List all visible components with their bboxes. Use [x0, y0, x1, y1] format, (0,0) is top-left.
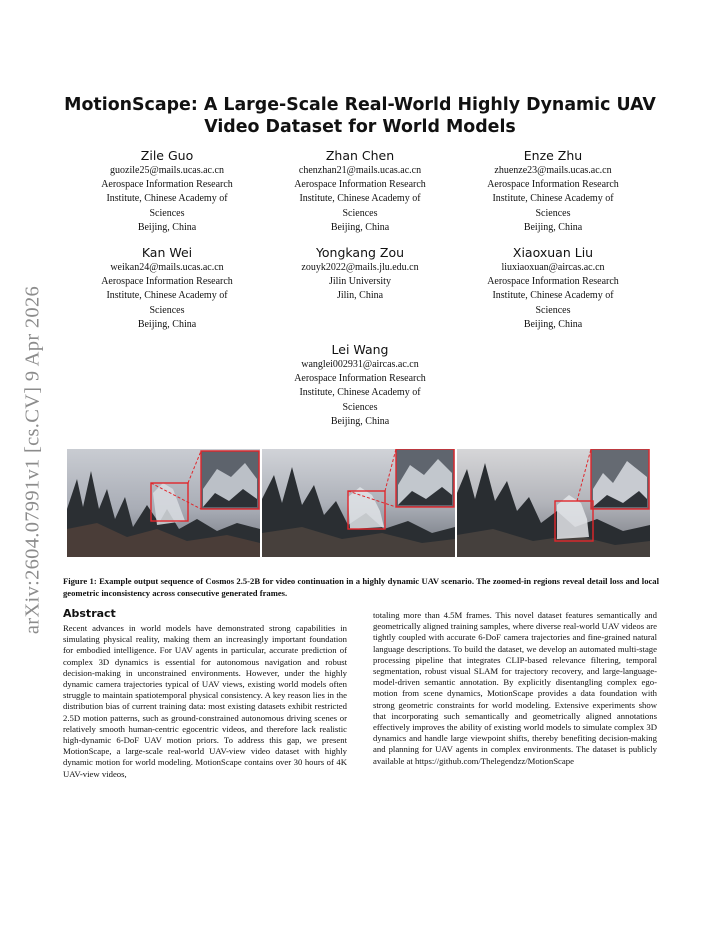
author-affiliation-line: Institute, Chinese Academy of: [106, 193, 228, 205]
author-affiliation-line: Jilin University: [329, 276, 391, 288]
author-name: Lei Wang: [331, 342, 389, 357]
author-location: Jilin, China: [336, 290, 384, 302]
author-affiliation-line: Institute, Chinese Academy of: [299, 193, 421, 205]
author-block: [260, 147, 460, 235]
author-block: [453, 244, 653, 332]
author-affiliation-line: Institute, Chinese Academy of: [492, 290, 614, 302]
author-block: [453, 147, 653, 235]
author-name: Xiaoxuan Liu: [512, 245, 594, 260]
author-email: zouyk2022@mails.jlu.edu.cn: [301, 262, 419, 273]
author-email: liuxiaoxuan@aircas.ac.cn: [501, 262, 605, 273]
author-location: Beijing, China: [330, 415, 390, 427]
author-email: weikan24@mails.ucas.ac.cn: [110, 262, 224, 273]
author-email: guozile25@mails.ucas.ac.cn: [110, 165, 224, 176]
author-block: [67, 147, 267, 235]
author-name: Enze Zhu: [523, 148, 583, 163]
paper-title: MotionScape: A Large-Scale Real-World Highly Dynamic UAV Video Dataset for World Models: [64, 95, 656, 137]
author-name: Zhan Chen: [325, 148, 395, 163]
author-affiliation-line: Institute, Chinese Academy of: [299, 387, 421, 399]
teaser-figure: [67, 449, 650, 557]
author-affiliation-line: Aerospace Information Research: [487, 276, 619, 288]
author-affiliation-line: Aerospace Information Research: [101, 276, 233, 288]
author-block: [260, 244, 460, 304]
author-email: wanglei002931@aircas.ac.cn: [301, 359, 419, 370]
video-frame-3-image: [457, 449, 650, 557]
figure-caption: Figure 1: Example output sequence of Cosmos 2.5-2B for video continuation in a highly dynamic UAV scenario. The zoomed-in regions reveal detail loss and local geometric inconsistency across consecutive generated frames.: [63, 576, 659, 598]
author-affiliation-line: Aerospace Information Research: [101, 179, 233, 191]
author-affiliation-line: Sciences: [342, 401, 378, 413]
author-affiliation-line: Sciences: [535, 304, 571, 316]
abstract-heading: Abstract: [63, 607, 116, 620]
author-affiliation-line: Sciences: [342, 207, 378, 219]
author-affiliation-line: Aerospace Information Research: [294, 179, 426, 191]
abstract-text-left-column: Recent advances in world models have demonstrated strong capabilities in simulating physical reality, making them an increasingly important foundation for embodied intelligence. For UAV agents in particular, accurate prediction of complex 3D dynamics is essential for autonomous navigation and robust decision-making in unconstrained environments. However, under the highly dynamic camera trajectories typical of UAV views, existing world models often struggle to maintain spatiotemporal physical consistency. A key reason lies in the distribution bias of current training data: most existing datasets exhibit restricted 2.5D motion patterns, such as ground-constrained autonomous driving scenes or relatively smooth human-centric egocentric videos, and therefore lack realistic high-dynamic 6-DoF UAV motion priors. To address this gap, we present MotionScape, a large-scale real-world UAV-view video dataset with highly dynamic motion for world modeling. MotionScape contains over 30 hours of 4K UAV-view videos,: [63, 623, 347, 779]
author-name: Kan Wei: [141, 245, 193, 260]
author-affiliation-line: Institute, Chinese Academy of: [492, 193, 614, 205]
video-frame-1: [67, 449, 260, 557]
video-frame-2-image: [262, 449, 455, 557]
video-frame-2: [262, 449, 455, 557]
author-location: Beijing, China: [137, 318, 197, 330]
abstract-text-right-column: totaling more than 4.5M frames. This novel dataset features semantically and geometrically aligned training samples, where diverse real-world UAV videos are tightly coupled with accurate 6-DoF camera trajectories and fine-grained natural language descriptions. To build the dataset, we develop an automated multi-stage processing pipeline that integrates CLIP-based relevance filtering, temporal segmentation, robust visual SLAM for trajectory recovery, and large-language-model-driven semantic annotation. By explicitly disentangling complex ego-motion from scene dynamics, MotionScape provides a data foundation with strong geometric constraints for world modeling. Extensive experiments show that incorporating such semantically and geometrically aligned annotations effectively improves the ability of existing world models to simulate complex 3D dynamics and handle large viewpoint shifts, thereby benefiting decision-making and planning for UAV agents in complex environments. The dataset is publicly available at https://github.com/Thelegendzz/MotionScape: [373, 610, 657, 766]
author-affiliation-line: Institute, Chinese Academy of: [106, 290, 228, 302]
author-email: chenzhan21@mails.ucas.ac.cn: [298, 165, 422, 176]
author-affiliation-line: Sciences: [149, 207, 185, 219]
author-block: [67, 244, 267, 332]
author-name: Yongkang Zou: [315, 245, 405, 260]
author-location: Beijing, China: [137, 221, 197, 233]
author-email: zhuenze23@mails.ucas.ac.cn: [494, 165, 612, 176]
author-block: [260, 341, 460, 429]
author-location: Beijing, China: [523, 318, 583, 330]
author-name: Zile Guo: [140, 148, 194, 163]
author-affiliation-line: Aerospace Information Research: [487, 179, 619, 191]
arxiv-identifier-text: arXiv:2604.07991v1 [cs.CV] 9 Apr 2026: [21, 285, 44, 635]
author-location: Beijing, China: [523, 221, 583, 233]
author-location: Beijing, China: [330, 221, 390, 233]
video-frame-3: [457, 449, 650, 557]
video-frame-1-image: [67, 449, 260, 557]
author-affiliation-line: Sciences: [149, 304, 185, 316]
author-affiliation-line: Sciences: [535, 207, 571, 219]
arxiv-identifier-stamp: [21, 260, 45, 660]
author-affiliation-line: Aerospace Information Research: [294, 373, 426, 385]
